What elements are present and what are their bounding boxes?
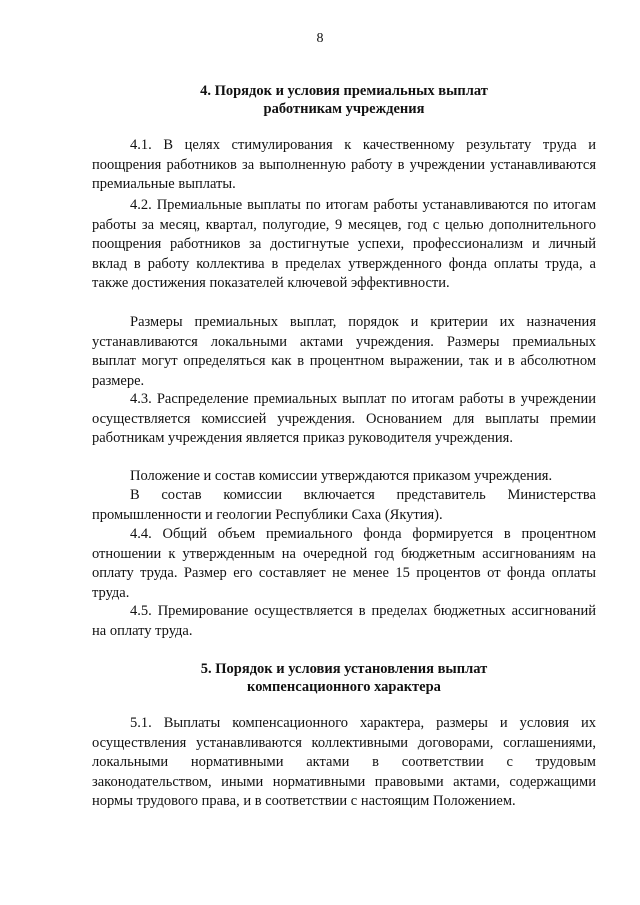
paragraph-4-2-sizes: Размеры премиальных выплат, порядок и критерии их назначения устанавливаются локальными актами учреждения. Размеры премиальных выплат могут определяться как в процентном выражении, так и в абсолютном размере. — [92, 314, 596, 389]
section-5-heading-line-2: компенсационного характера — [247, 679, 441, 695]
paragraph-4-1: 4.1. В целях стимулирования к качественному результату труда и поощрения работников за выполненную работу в учреждении устанавливаются премиальные выплаты. — [92, 137, 596, 192]
section-4-heading-line-1: 4. Порядок и условия премиальных выплат — [200, 83, 488, 99]
paragraph-4-5: 4.5. Премирование осуществляется в пределах бюджетных ассигнований на оплату труда. — [92, 603, 596, 639]
section-4-heading — [92, 82, 596, 118]
page-number: 8 — [316, 31, 324, 46]
paragraph-4-4: 4.4. Общий объем премиального фонда формируется в процентном отношении к утвержденным на очередной год бюджетным ассигнованиям на оплату труда. Размер его составляет не менее 15 процентов от фонда оплаты труда. — [92, 526, 596, 601]
section-4-heading-line-2: работникам учреждения — [263, 101, 425, 117]
paragraph-4-3: 4.3. Распределение премиальных выплат по итогам работы в учреждении осуществляется комиссией учреждения. Основанием для выплаты премии работникам учреждения является приказ руководителя учреждения. — [92, 391, 596, 446]
section-5-heading — [92, 660, 596, 696]
section-5-heading-line-1: 5. Порядок и условия установления выплат — [200, 661, 488, 677]
paragraph-5-1: 5.1. Выплаты компенсационного характера, размеры и условия их осуществления устанавливаются коллективными договорами, соглашениями, локальными нормативными актами в соответствии с трудовым законодательством, иными нормативными правовыми актами, содержащими нормы трудового права, и в соответствии с настоящим Положением. — [92, 715, 596, 809]
paragraph-4-3-composition: В состав комиссии включается представитель Министерства промышленности и геологии Республики Саха (Якутия). — [92, 487, 596, 523]
paragraph-4-3-commission: Положение и состав комиссии утверждаются приказом учреждения. — [130, 468, 553, 484]
paragraph-4-2: 4.2. Премиальные выплаты по итогам работы устанавливаются по итогам работы за месяц, квартал, полугодие, 9 месяцев, год с целью дополнительного поощрения работников за достигнутые успехи, профессионализм и личный вклад в работу коллектива в пределах утвержденного фонда оплаты труда, а также достижения показателей ключевой эффективности. — [92, 197, 596, 291]
